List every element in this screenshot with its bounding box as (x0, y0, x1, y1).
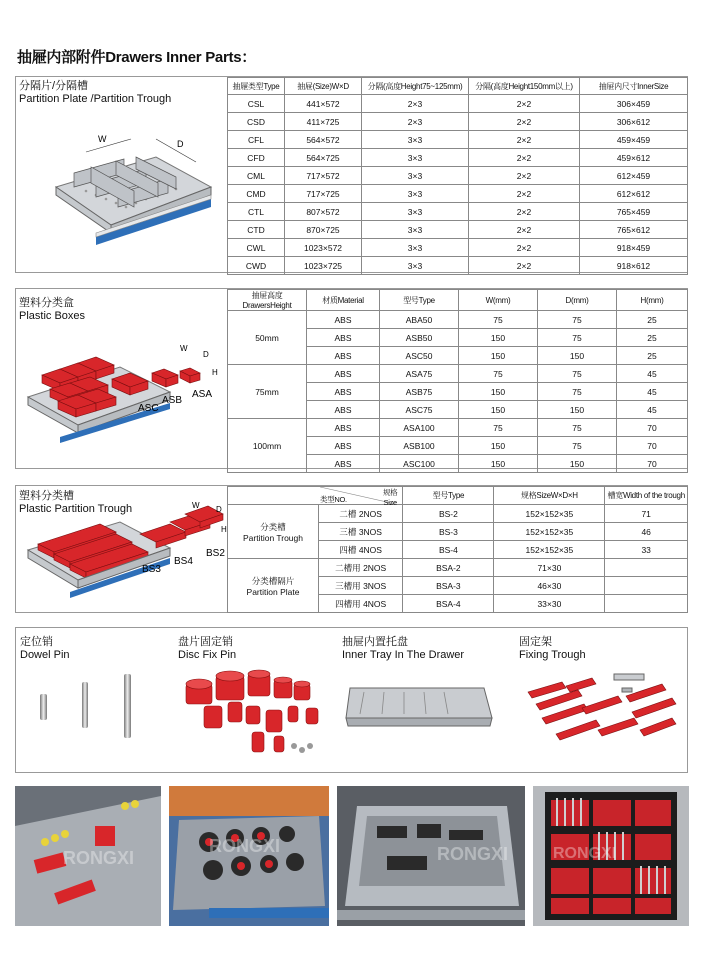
inner-tray-illustration (344, 678, 494, 738)
table-cell: 1023×725 (285, 257, 362, 275)
table-cell: 33×30 (494, 595, 605, 613)
photo-tool-drawer-image (15, 786, 161, 926)
table-cell: BSA-3 (403, 577, 494, 595)
boxes-label-asc: ASC (138, 403, 159, 414)
table-cell: 459×612 (580, 149, 688, 167)
table-cell: 2×2 (469, 113, 580, 131)
table-cell: 150 (538, 455, 617, 473)
table-cell: 612×459 (580, 167, 688, 185)
partition-header-150: 分隔(高度Height150mm以上) (469, 78, 580, 95)
table-cell: 441×572 (285, 95, 362, 113)
table-cell: BS-3 (403, 523, 494, 541)
partition-header-type: 抽屜类型Type (228, 78, 285, 95)
table-cell: 71 (605, 505, 688, 523)
partition-header-size: 抽屉(Size)W×D (285, 78, 362, 95)
table-row (228, 257, 688, 275)
trough-label-bs2: BS2 (206, 548, 225, 559)
partition-title-cn: 分隔片/分隔槽 (19, 80, 89, 92)
boxes-label-h: H (212, 368, 218, 377)
table-cell (319, 523, 403, 541)
fixing-trough-cn: 固定架 (519, 636, 552, 648)
table-cell: ASC100 (380, 455, 459, 473)
table-cell: BSA-2 (403, 559, 494, 577)
table-cell: ABS (307, 365, 380, 383)
table-cell: CSL (228, 95, 285, 113)
photo-tray-drawer-image (337, 786, 525, 926)
table-cell: ABS (307, 347, 380, 365)
trough-slot-cn: 四槽用 (335, 598, 361, 609)
partition-trough-panel (15, 485, 688, 613)
table-cell: CWL (228, 239, 285, 257)
boxes-heading (19, 297, 85, 323)
table-cell: 765×612 (580, 221, 688, 239)
table-cell: ASC50 (380, 347, 459, 365)
disc-fix-pin-cn: 盘片固定销 (178, 636, 233, 648)
table-cell: ASC75 (380, 401, 459, 419)
trough-slot-en: 2NOS (358, 508, 382, 519)
table-cell: 46 (605, 523, 688, 541)
table-cell (319, 595, 403, 613)
dowel-pin-caption (20, 636, 70, 662)
table-cell: 70 (617, 455, 688, 473)
table-cell: CTD (228, 221, 285, 239)
table-row (228, 311, 688, 329)
table-cell: ASB100 (380, 437, 459, 455)
table-cell: 45 (617, 401, 688, 419)
table-cell (319, 559, 403, 577)
partition-title-en: Partition Plate /Partition Trough (19, 93, 172, 105)
table-cell: 70 (617, 437, 688, 455)
table-cell: CTL (228, 203, 285, 221)
trough-slot-cn: 四槽 (339, 544, 357, 555)
table-cell: 25 (617, 347, 688, 365)
table-cell: ABA50 (380, 311, 459, 329)
boxes-table (227, 289, 688, 473)
table-cell: 3×3 (362, 239, 469, 257)
trough-slot-en: 3NOS (363, 580, 387, 591)
trough-table (227, 486, 688, 613)
table-cell: CFL (228, 131, 285, 149)
table-cell: 2×2 (469, 167, 580, 185)
table-cell-empty (605, 577, 688, 595)
table-cell: 564×572 (285, 131, 362, 149)
photo-tool-drawer (15, 786, 161, 926)
partition-heading (19, 80, 171, 106)
fixing-trough-en: Fixing Trough (519, 649, 586, 661)
trough-group2-en: Partition Plate (246, 586, 300, 597)
photo-fixing-trough-image (533, 786, 689, 926)
trough-group1-en: Partition Trough (242, 532, 303, 543)
table-cell: ABS (307, 419, 380, 437)
inner-tray-caption (342, 636, 464, 662)
trough-label-d: D (216, 505, 222, 514)
boxes-header-w: W(mm) (459, 290, 538, 311)
table-cell: 2×2 (469, 149, 580, 167)
boxes-label-d: D (203, 350, 209, 359)
table-cell: BSA-4 (403, 595, 494, 613)
table-row (228, 365, 688, 383)
table-cell: 2×2 (469, 221, 580, 239)
table-cell: CSD (228, 113, 285, 131)
trough-group-partition-plate (228, 559, 319, 613)
boxes-label-w: W (180, 344, 188, 353)
boxes-header-h: H(mm) (617, 290, 688, 311)
table-cell-empty (605, 595, 688, 613)
table-cell-empty (605, 559, 688, 577)
trough-label-w: W (192, 501, 200, 510)
boxes-drawer-illustration (20, 337, 225, 452)
table-cell: 3×3 (362, 203, 469, 221)
table-cell: 3×3 (362, 185, 469, 203)
photo-fixing-trough-drawer (533, 786, 689, 926)
table-cell: CMD (228, 185, 285, 203)
table-cell: 75 (459, 311, 538, 329)
trough-label-h: H (221, 525, 227, 534)
table-cell: 306×459 (580, 95, 688, 113)
table-cell: 150 (459, 329, 538, 347)
fixing-trough-caption (519, 636, 586, 662)
trough-diag-bottom: 类型NO. (320, 495, 347, 504)
table-cell: 870×725 (285, 221, 362, 239)
table-cell: 45 (617, 365, 688, 383)
boxes-group-height: 100mm (228, 419, 307, 473)
table-cell: 306×612 (580, 113, 688, 131)
table-row (228, 239, 688, 257)
boxes-header-d: D(mm) (538, 290, 617, 311)
fixing-trough-illustration (522, 668, 682, 758)
table-cell: 411×725 (285, 113, 362, 131)
trough-header-type: 型号Type (403, 487, 494, 505)
table-row (228, 505, 688, 523)
trough-drawer-illustration (20, 500, 228, 610)
table-cell: 46×30 (494, 577, 605, 595)
boxes-group-height: 75mm (228, 365, 307, 419)
photo-disc-drawer-image (169, 786, 329, 926)
table-cell: 459×459 (580, 131, 688, 149)
partition-panel (15, 76, 688, 273)
table-cell: ABS (307, 329, 380, 347)
boxes-title-cn: 塑料分类盒 (19, 297, 74, 309)
table-cell: 918×459 (580, 239, 688, 257)
table-row (228, 95, 688, 113)
table-cell: 765×459 (580, 203, 688, 221)
table-cell: 71×30 (494, 559, 605, 577)
table-cell: 150 (459, 437, 538, 455)
table-row (228, 559, 688, 577)
partition-dim-w: W (98, 134, 107, 144)
table-row (228, 167, 688, 185)
watermark: RONGXI (437, 844, 509, 864)
table-cell: 75 (538, 365, 617, 383)
partition-header-75: 分隔(高度Height75~125mm) (362, 78, 469, 95)
table-cell: 150 (459, 383, 538, 401)
boxes-header-height: 抽屉高度DrawersHeight (228, 290, 307, 311)
table-cell (319, 541, 403, 559)
trough-slot-cn: 三槽用 (335, 580, 361, 591)
table-cell: 75 (538, 383, 617, 401)
trough-header-size: 规格SizeW×D×H (494, 487, 605, 505)
trough-slot-en: 4NOS (363, 598, 387, 609)
inner-tray-cn: 抽屉内置托盘 (342, 636, 408, 648)
trough-header-width: 槽宽Width of the trough (605, 487, 688, 505)
trough-slot-cn: 二槽用 (335, 562, 361, 573)
table-cell: 150 (459, 455, 538, 473)
table-cell: 75 (538, 311, 617, 329)
partition-drawer-illustration (36, 117, 216, 257)
trough-group-partition-trough (228, 505, 319, 559)
table-cell: ASA75 (380, 365, 459, 383)
table-cell: 807×572 (285, 203, 362, 221)
photo-disc-drawer (169, 786, 329, 926)
table-row (228, 149, 688, 167)
table-cell: 3×3 (362, 221, 469, 239)
table-cell: 564×725 (285, 149, 362, 167)
boxes-label-asb: ASB (162, 395, 183, 406)
table-cell: 75 (538, 329, 617, 347)
table-cell (319, 505, 403, 523)
table-cell: CWD (228, 257, 285, 275)
table-cell: 612×612 (580, 185, 688, 203)
table-cell: 25 (617, 311, 688, 329)
trough-group1-cn: 分类槽 (260, 521, 286, 532)
partition-dim-d: D (177, 139, 184, 149)
trough-slot-cn: 二槽 (339, 508, 357, 519)
table-row (228, 113, 688, 131)
trough-diag-header (228, 487, 403, 505)
table-cell: 717×725 (285, 185, 362, 203)
table-cell: ABS (307, 401, 380, 419)
table-cell: ABS (307, 383, 380, 401)
table-cell: 75 (538, 419, 617, 437)
table-cell: 25 (617, 329, 688, 347)
table-cell: 3×3 (362, 131, 469, 149)
table-cell: 3×3 (362, 167, 469, 185)
table-cell: 150 (538, 347, 617, 365)
boxes-header-material: 材质Material (307, 290, 380, 311)
table-cell: 152×152×35 (494, 523, 605, 541)
photo-tray-drawer (337, 786, 525, 926)
table-cell: 2×2 (469, 185, 580, 203)
table-row (228, 203, 688, 221)
table-cell: 1023×572 (285, 239, 362, 257)
accessories-panel (15, 627, 688, 773)
trough-slot-en: 2NOS (363, 562, 387, 573)
table-cell: 75 (459, 419, 538, 437)
trough-label-bs3: BS3 (142, 564, 161, 575)
trough-slot-cn: 三槽 (339, 526, 357, 537)
disc-fix-pin-illustration (166, 666, 336, 766)
table-cell: 3×3 (362, 257, 469, 275)
table-cell: 152×152×35 (494, 541, 605, 559)
page-title: 抽屜内部附件Drawers Inner Parts： (17, 49, 256, 66)
table-cell: ASB75 (380, 383, 459, 401)
watermark: RONGXI (553, 845, 617, 862)
disc-fix-pin-caption (178, 636, 236, 662)
table-cell: 75 (459, 365, 538, 383)
boxes-header-type: 型号Type (380, 290, 459, 311)
table-cell: 918×612 (580, 257, 688, 275)
table-cell: 45 (617, 383, 688, 401)
trough-slot-en: 3NOS (358, 526, 382, 537)
trough-slot-en: 4NOS (358, 544, 382, 555)
table-cell: 70 (617, 419, 688, 437)
table-cell: 2×2 (469, 257, 580, 275)
watermark: RONGXI (209, 836, 281, 856)
table-cell: 150 (538, 401, 617, 419)
table-cell: BS-2 (403, 505, 494, 523)
table-cell: 150 (459, 401, 538, 419)
trough-group2-cn: 分类槽隔片 (251, 575, 295, 586)
dowel-pin-en: Dowel Pin (20, 649, 70, 661)
table-cell: 152×152×35 (494, 505, 605, 523)
table-row (228, 185, 688, 203)
table-cell: 2×2 (469, 239, 580, 257)
table-cell: ABS (307, 455, 380, 473)
boxes-title-en: Plastic Boxes (19, 310, 86, 322)
table-cell: CML (228, 167, 285, 185)
table-cell (319, 577, 403, 595)
trough-diag-top: 规格Size (382, 488, 398, 507)
plastic-boxes-panel (15, 288, 688, 469)
table-row (228, 131, 688, 149)
dowel-pin-illustration (34, 668, 154, 748)
boxes-label-asa: ASA (192, 389, 213, 400)
trough-title-cn: 塑料分类槽 (19, 490, 74, 502)
table-cell: BS-4 (403, 541, 494, 559)
dowel-pin-cn: 定位销 (20, 636, 53, 648)
table-cell: CFD (228, 149, 285, 167)
partition-header-inner: 抽屉内尺寸InnerSize (580, 78, 688, 95)
partition-table (227, 77, 688, 275)
boxes-group-height: 50mm (228, 311, 307, 365)
disc-fix-pin-en: Disc Fix Pin (178, 649, 237, 661)
table-cell: ASB50 (380, 329, 459, 347)
table-cell: 150 (459, 347, 538, 365)
inner-tray-en: Inner Tray In The Drawer (342, 649, 465, 661)
watermark: RONGXI (63, 848, 135, 868)
table-cell: 2×3 (362, 95, 469, 113)
table-cell: 33 (605, 541, 688, 559)
table-cell: 2×2 (469, 131, 580, 149)
trough-label-bs4: BS4 (174, 556, 193, 567)
table-cell: 3×3 (362, 149, 469, 167)
table-cell: ABS (307, 437, 380, 455)
table-cell: 717×572 (285, 167, 362, 185)
table-cell: 2×2 (469, 95, 580, 113)
table-cell: ASA100 (380, 419, 459, 437)
table-cell: ABS (307, 311, 380, 329)
table-row (228, 221, 688, 239)
table-cell: 2×2 (469, 203, 580, 221)
table-cell: 2×3 (362, 113, 469, 131)
trough-title-en: Plastic Partition Trough (19, 503, 133, 515)
table-row (228, 419, 688, 437)
table-cell: 75 (538, 437, 617, 455)
